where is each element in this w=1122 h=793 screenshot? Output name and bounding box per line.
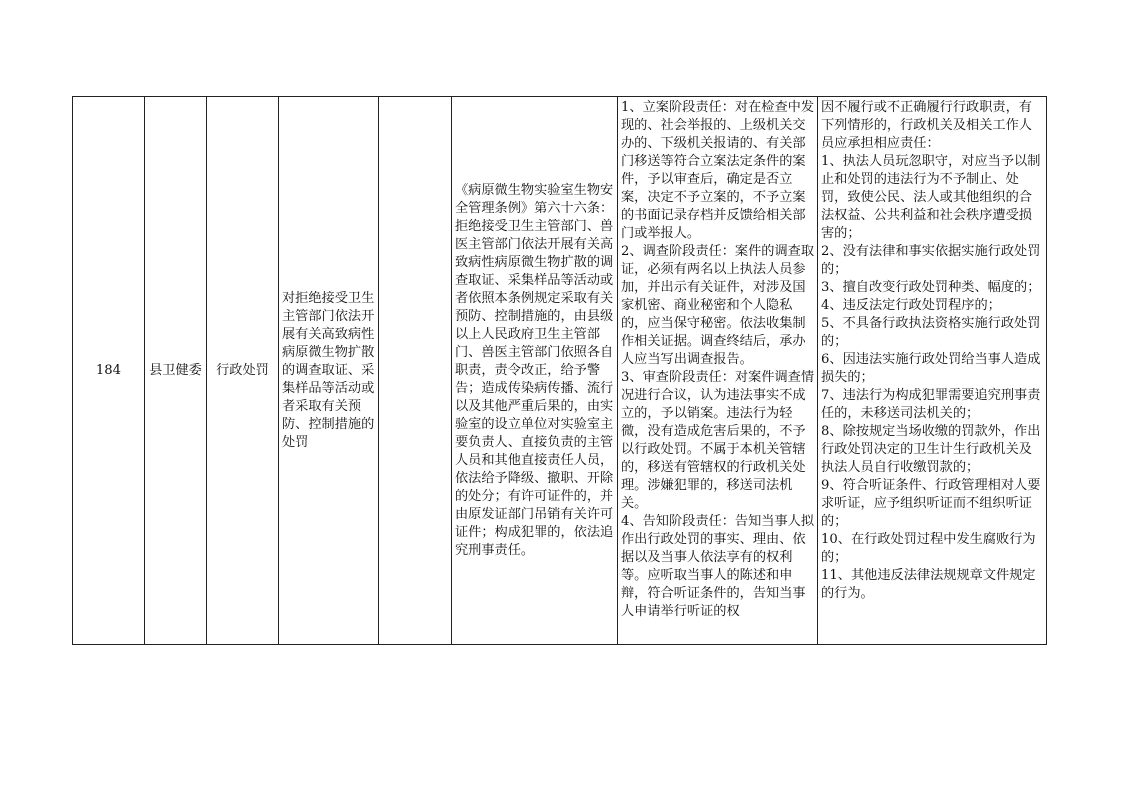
power-list-table [72, 96, 1047, 645]
department-cell: 县卫健委 [145, 97, 207, 645]
row-number: 184 [73, 97, 145, 645]
power-category-cell: 行政处罚 [207, 97, 279, 645]
accountability-cell [818, 97, 1047, 645]
item-name-cell: 对拒绝接受卫生主管部门依法开展有关高致病性病原微生物扩散的调查取证、采集样品等活动或者采取有关预防、控制措施的处罚 [279, 97, 379, 645]
sub-item-cell [379, 97, 452, 645]
legal-basis-cell [452, 97, 618, 645]
responsibility-text: 1、立案阶段责任：对在检查中发现的、社会举报的、上级机关交办的、下级机关报请的、有关部门移送等符合立案法定条件的案件，予以审查后，确定是否立案，决定不予立案的，不予立案的书面记录存档并反馈给相关部门或举报人。 2、调查阶段责任：案件的调查取证，必须有两名以上执法人员参加，并出示有关证件，对涉及国家机密、商业秘密和个人隐私的，应当保守秘密。依法收集制作相关证据。调查终结后，承办人应当写出调查报告。 3、审查阶段责任：对案件调查情况进行合议，认为违法事实不成立的，予以销案。违法行为轻微，没有造成危害后果的，不予以行政处罚。不属于本机关管辖的，移送有管辖权的行政机关处理。涉嫌犯罪的，移送司法机关。 4、告知阶段责任：告知当事人拟作出行政处罚的事实、理由、依据以及当事人依法享有的权利等。应听取当事人的陈述和申辩，符合听证条件的，告知当事人申请举行听证的权 [621, 99, 814, 619]
table-row [73, 97, 1047, 645]
accountability-text: 因不履行或不正确履行行政职责，有下列情形的，行政机关及相关工作人员应承担相应责任： 1、执法人员玩忽职守，对应当予以制止和处罚的违法行为不予制止、处罚，致使公民、法人或其他组织的合法权益、公共利益和社会秩序遭受损害的； 2、没有法律和事实依据实施行政处罚的； 3、擅自改变行政处罚种类、幅度的； 4、违反法定行政处罚程序的； 5、不具备行政执法资格实施行政处罚的； 6、因违法实施行政处罚给当事人造成损失的； 7、违法行为构成犯罪需要追究刑事责任的，未移送司法机关的； 8、除按规定当场收缴的罚款外，作出行政处罚决定的卫生计生行政机关及执法人员自行收缴罚款的； 9、符合听证条件、行政管理相对人要求听证，应予组织听证而不组织听证的； 10、在行政处罚过程中发生腐败行为的； 11、其他违反法律法规规章文件规定的行为。 [821, 99, 1041, 601]
responsibility-cell [618, 97, 818, 645]
legal-basis-text: 《病原微生物实验室生物安全管理条例》第六十六条：拒绝接受卫生主管部门、兽医主管部门依法开展有关高致病性病原微生物扩散的调查取证、采集样品等活动或者依照本条例规定采取有关预防、控制措施的，由县级以上人民政府卫生主管部门、兽医主管部门依照各自职责，责令改正，给予警告；造成传染病传播、流行以及其他严重后果的，由实验室的设立单位对实验室主要负责人、直接负责的主管人员和其他直接责任人员，依法给予降级、撤职、开除的处分；有许可证件的，并由原发证部门吊销有关许可证件；构成犯罪的，依法追究刑事责任。 [455, 182, 614, 558]
